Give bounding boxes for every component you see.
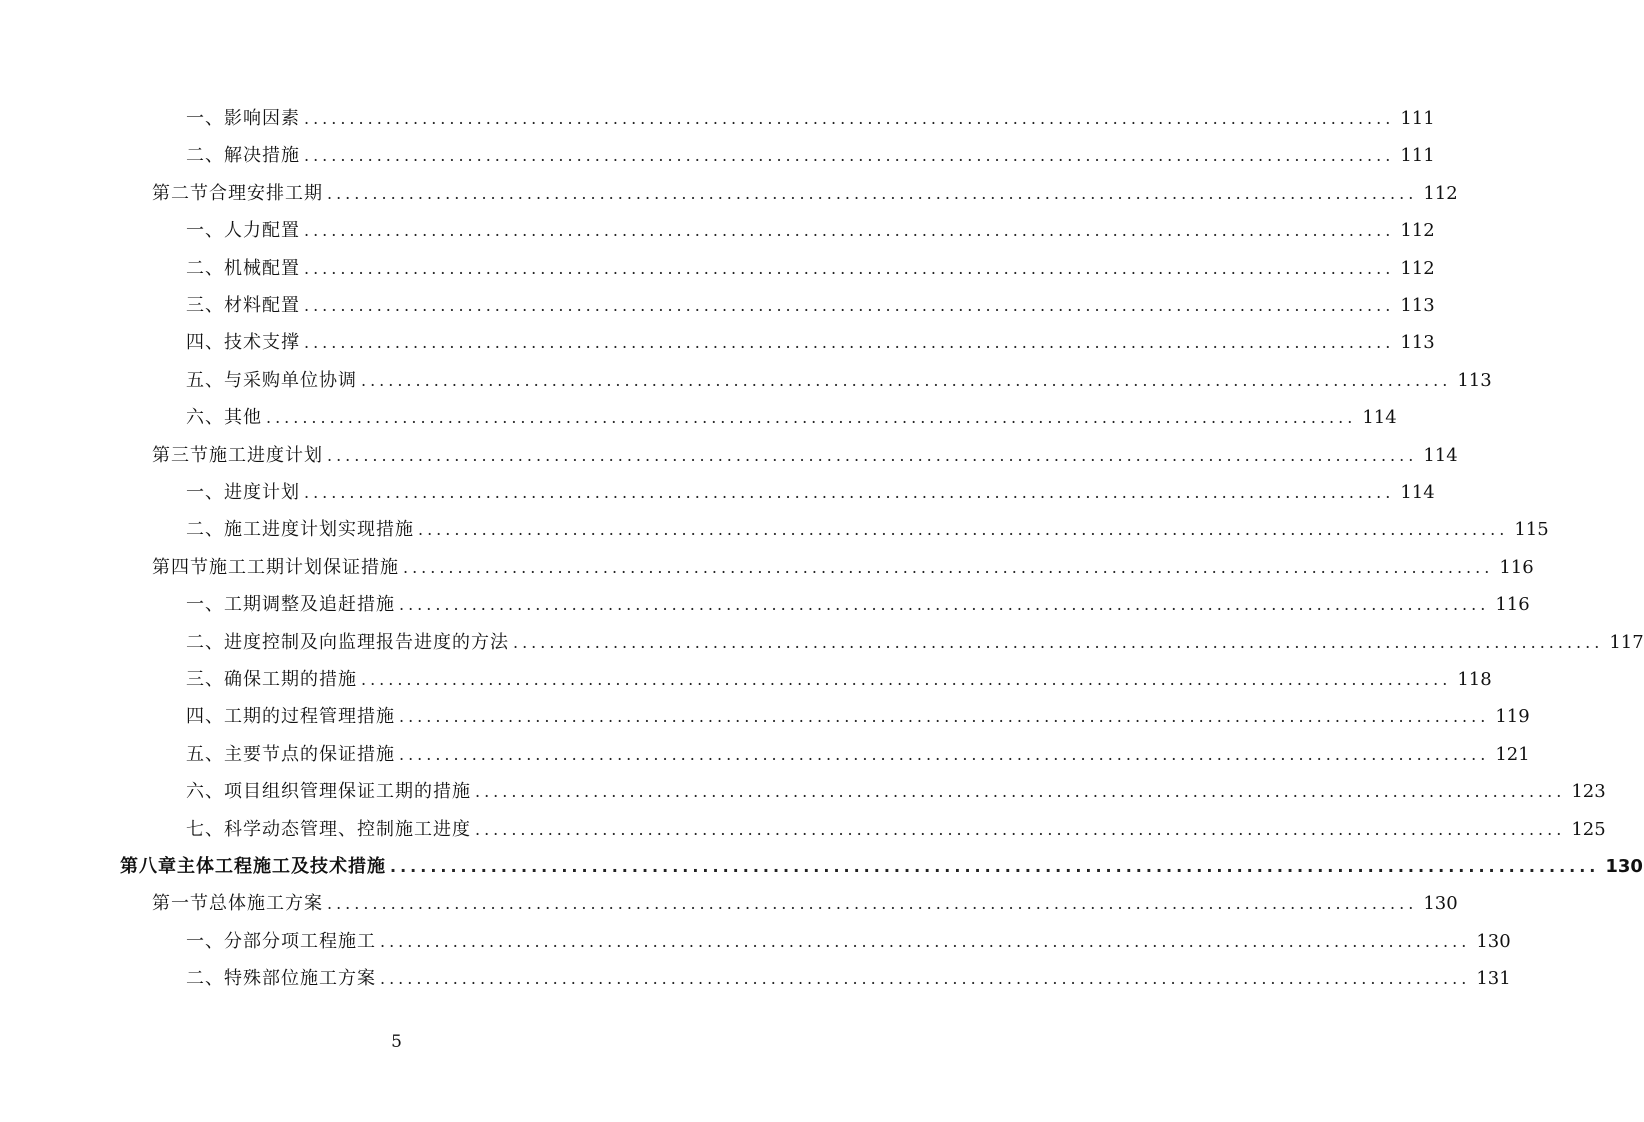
toc-leader-dots: ........................................................................................................................: [390, 857, 1600, 876]
toc-entry-title: 工期的过程管理措施: [224, 706, 395, 728]
toc-entry-number: 一、: [186, 482, 224, 503]
toc-entry-title: 技术支撑: [224, 332, 300, 354]
toc-leader-dots: ........................................................................................................................: [304, 333, 1395, 353]
toc-entry-item[interactable]: [186, 661, 1492, 698]
page-number: 5: [391, 1032, 402, 1052]
toc-entry-item[interactable]: [186, 586, 1530, 623]
toc-entry-item[interactable]: [186, 923, 1511, 960]
toc-entry-title: 科学动态管理、控制施工进度: [224, 818, 471, 840]
toc-entry-number: 一、: [186, 108, 224, 129]
toc-entry-title: 机械配置: [224, 257, 300, 279]
toc-entry-title: 总体施工方案: [209, 893, 323, 915]
toc-entry-page: 112: [1400, 220, 1435, 242]
toc-leader-dots: ........................................................................................................................: [475, 819, 1566, 839]
toc-entry-title: 与采购单位协调: [224, 369, 357, 391]
toc-leader-dots: ........................................................................................................................: [399, 744, 1490, 764]
toc-entry-title: 特殊部位施工方案: [224, 968, 376, 990]
toc-leader-dots: ........................................................................................................................: [399, 707, 1490, 727]
toc-entry-page: 117: [1609, 631, 1644, 653]
toc-leader-dots: ........................................................................................................................: [418, 520, 1509, 540]
toc-entry-number: 第一节: [152, 893, 209, 915]
toc-entry-page: 114: [1362, 407, 1397, 429]
toc-entry-chapter[interactable]: [120, 848, 1643, 885]
toc-entry-item[interactable]: [186, 773, 1606, 810]
toc-entry-number: 七、: [186, 818, 224, 840]
toc-entry-title: 人力配置: [224, 220, 300, 242]
toc-leader-dots: ........................................................................................................................: [513, 632, 1604, 652]
toc-entry-title: 主要节点的保证措施: [224, 743, 395, 765]
toc-leader-dots: ........................................................................................................................: [361, 370, 1452, 390]
toc-entry-page: 112: [1423, 182, 1458, 204]
toc-entry-item[interactable]: [186, 212, 1435, 249]
toc-entry-page: 123: [1571, 781, 1606, 803]
toc-entry-title: 施工进度计划: [209, 444, 323, 466]
toc-entry-number: 三、: [186, 669, 224, 690]
toc-entry-item[interactable]: [186, 960, 1511, 997]
toc-entry-title: 工期调整及追赶措施: [224, 594, 395, 616]
toc-leader-dots: ........................................................................................................................: [399, 595, 1490, 615]
toc-entry-section[interactable]: [152, 549, 1534, 586]
toc-entry-number: 二、: [186, 631, 224, 653]
toc-leader-dots: ........................................................................................................................: [361, 670, 1452, 689]
toc-entry-item[interactable]: [186, 399, 1397, 436]
toc-entry-number: 二、: [186, 145, 224, 167]
toc-entry-number: 五、: [186, 369, 224, 391]
toc-entry-title: 解决措施: [224, 145, 300, 167]
toc-entry-page: 130: [1423, 893, 1458, 915]
toc-entry-number: 六、: [186, 781, 224, 803]
toc-entry-title: 影响因素: [224, 108, 300, 129]
toc-entry-item[interactable]: [186, 736, 1530, 773]
toc-entry-title: 施工工期计划保证措施: [209, 556, 399, 578]
toc-leader-dots: ........................................................................................................................: [304, 296, 1395, 315]
toc-leader-dots: ........................................................................................................................: [327, 183, 1418, 203]
toc-entry-title: 合理安排工期: [209, 182, 323, 204]
toc-entry-item[interactable]: [186, 324, 1435, 361]
toc-entry-item[interactable]: [186, 100, 1435, 137]
toc-entry-item[interactable]: [186, 137, 1435, 174]
toc-entry-title: 进度计划: [224, 482, 300, 503]
toc-entry-title: 施工进度计划实现措施: [224, 519, 414, 541]
toc-leader-dots: ........................................................................................................................: [403, 557, 1494, 577]
toc-leader-dots: ........................................................................................................................: [266, 408, 1357, 428]
toc-leader-dots: ........................................................................................................................: [304, 258, 1395, 278]
toc-entry-number: 第三节: [152, 444, 209, 466]
toc-entry-page: 130: [1476, 930, 1511, 952]
toc-entry-number: 第二节: [152, 182, 209, 204]
toc-leader-dots: ........................................................................................................................: [304, 109, 1395, 128]
toc-entry-title: 项目组织管理保证工期的措施: [224, 781, 471, 803]
toc-entry-number: 一、: [186, 930, 224, 952]
toc-entry-number: 四、: [186, 706, 224, 728]
toc-entry-item[interactable]: [186, 511, 1549, 548]
toc-leader-dots: ........................................................................................................................: [304, 483, 1395, 502]
toc-entry-item[interactable]: [186, 811, 1606, 848]
toc-entry-page: 113: [1400, 332, 1435, 354]
toc-entry-item[interactable]: [186, 698, 1530, 735]
toc-entry-item[interactable]: [186, 362, 1492, 399]
toc-entry-number: 二、: [186, 257, 224, 279]
toc-entry-page: 113: [1457, 369, 1492, 391]
toc-entry-title: 确保工期的措施: [224, 669, 357, 690]
toc-entry-number: 第四节: [152, 556, 209, 578]
toc-entry-number: 四、: [186, 332, 224, 354]
toc-entry-page: 115: [1514, 519, 1549, 541]
toc-leader-dots: ........................................................................................................................: [327, 445, 1418, 465]
toc-entry-number: 第八章: [120, 856, 177, 877]
toc-entry-item[interactable]: [186, 250, 1435, 287]
toc-entry-title: 其他: [224, 407, 262, 429]
toc-leader-dots: ........................................................................................................................: [380, 931, 1471, 951]
toc-leader-dots: ........................................................................................................................: [304, 146, 1395, 166]
toc-entry-page: 116: [1495, 594, 1530, 616]
toc-entry-page: 130: [1605, 856, 1643, 877]
toc-entry-item[interactable]: [186, 624, 1644, 661]
toc-entry-number: 一、: [186, 220, 224, 242]
toc-entry-page: 111: [1400, 108, 1435, 129]
toc-entry-item[interactable]: [186, 474, 1435, 511]
toc-entry-title: 材料配置: [224, 295, 300, 316]
toc-leader-dots: ........................................................................................................................: [380, 969, 1471, 989]
toc-leader-dots: ........................................................................................................................: [304, 221, 1395, 241]
toc-entry-page: 121: [1495, 743, 1530, 765]
toc-entry-page: 114: [1400, 482, 1435, 503]
toc-entry-page: 112: [1400, 257, 1435, 279]
toc-entry-item[interactable]: [186, 287, 1435, 324]
toc-entry-title: 主体工程施工及技术措施: [177, 856, 386, 877]
toc-entry-number: 五、: [186, 743, 224, 765]
toc-entry-section[interactable]: [152, 437, 1458, 474]
toc-entry-title: 分部分项工程施工: [224, 930, 376, 952]
toc-entry-page: 114: [1423, 444, 1458, 466]
toc-entry-page: 125: [1571, 818, 1606, 840]
toc-leader-dots: ........................................................................................................................: [327, 894, 1418, 914]
toc-leader-dots: ........................................................................................................................: [475, 782, 1566, 802]
toc-entry-number: 三、: [186, 295, 224, 316]
toc-entry-page: 113: [1400, 295, 1435, 316]
toc-entry-page: 119: [1495, 706, 1530, 728]
toc-entry-number: 二、: [186, 968, 224, 990]
toc-entry-page: 131: [1476, 968, 1511, 990]
toc-entry-page: 116: [1499, 556, 1534, 578]
toc-entry-page: 118: [1457, 669, 1492, 690]
toc-entry-number: 六、: [186, 407, 224, 429]
toc-entry-page: 111: [1400, 145, 1435, 167]
toc-entry-section[interactable]: [152, 175, 1458, 212]
toc-entry-title: 进度控制及向监理报告进度的方法: [224, 631, 509, 653]
toc-entry-number: 一、: [186, 594, 224, 616]
toc-entry-number: 二、: [186, 519, 224, 541]
toc-entry-section[interactable]: [152, 885, 1458, 922]
